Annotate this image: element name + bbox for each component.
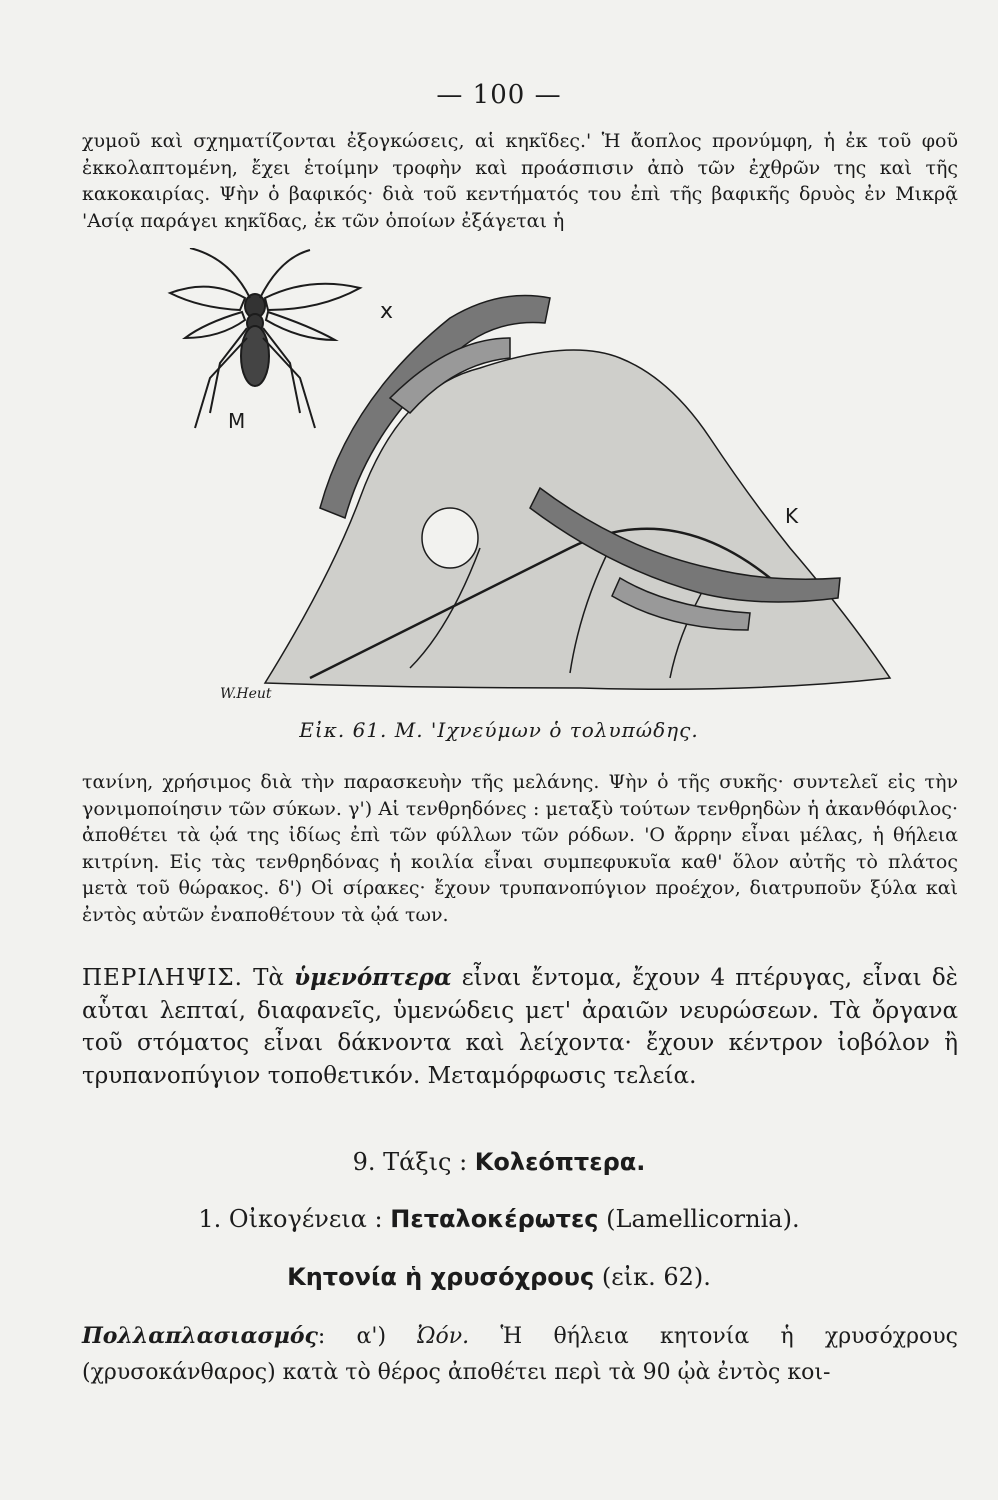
figure-caption: Εἰκ. 61. Μ. 'Ιχνεύμων ὁ τολυπώδης.	[299, 718, 699, 742]
species-name: Κητονία ἡ χρυσόχρους	[287, 1263, 595, 1291]
label-x: x	[380, 299, 394, 324]
reproduction-paragraph	[82, 1318, 958, 1391]
order-heading	[0, 1148, 998, 1176]
reproduction-stage: Ὠόν.	[417, 1324, 470, 1349]
reproduction-label: Πολλαπλασιασμός	[82, 1323, 318, 1349]
reproduction-sep: : α')	[317, 1324, 418, 1349]
ichneumon-wasp-drawing	[170, 248, 360, 428]
family-latin: (Lamellicornia).	[606, 1205, 800, 1233]
summary-label: ΠΕΡΙΛΗΨΙΣ.	[82, 965, 243, 991]
species-ref: (εἰκ. 62).	[601, 1263, 711, 1291]
summary-term: ὑμενόπτερα	[294, 964, 452, 991]
family-prefix: 1. Οἰκογένεια :	[198, 1205, 383, 1233]
species-heading	[0, 1263, 998, 1291]
engraving-illustration	[150, 248, 920, 718]
order-prefix: 9. Τάξις :	[352, 1148, 468, 1176]
label-k: K	[785, 504, 799, 528]
family-name: Πεταλοκέρωτες	[390, 1205, 599, 1233]
paragraph-top: χυμοῦ καὶ σχηματίζονται ἐξογκώσεις, αἱ κηκῖδες.' Ἡ ἄοπλος προνύμφη, ἡ ἐκ τοῦ φοῦ ἐκκολαπτομένη, ἔχει ἑτοίμην τροφὴν καὶ προάσπισιν ἀπὸ τῶν ἐχθρῶν της καὶ τῆς κακοκαιρίας. Ψὴν ὁ βαφικός· διὰ τοῦ κεντήματός του ἐπὶ τῆς βαφικῆς δρυὸς ἐν Μικρᾷ 'Ασίᾳ παράγει κηκῖδας, ἐκ τῶν ὁποίων ἐξάγεται ἡ	[82, 130, 958, 232]
page-number: — 100 —	[436, 80, 562, 110]
summary-text: εἶναι ἔντομα, ἔχουν 4 πτέρυγας, εἶναι δὲ αὗται λεπταί, διαφανεῖς, ὑμενώδεις μετ' ἀραιῶν νευρώσεων. Τὰ ὄργανα τοῦ στόματος εἶναι δάκνοντα καὶ λείχοντα· ἔχουν κέντρον ἰοβόλον ἢ τρυπανοπύγιον τοποθετικόν. Μεταμόρφωσις τελεία.	[82, 965, 959, 1089]
label-m: M	[228, 409, 246, 433]
summary-intro: Τὰ	[253, 965, 284, 991]
engraver-signature: W.Heut	[220, 686, 272, 702]
reproduction-text: Ἡ θήλεια κητονία ἡ χρυσόχρους (χρυσοκάνθαρος) κατὰ τὸ θέρος ἀποθέτει περὶ τὰ 90 ᾠὰ ἐντὸς κοι-	[82, 1324, 958, 1385]
figure-61	[150, 248, 920, 718]
family-heading	[0, 1205, 998, 1233]
order-name: Κολεόπτερα.	[474, 1148, 646, 1176]
summary-paragraph	[82, 962, 958, 1092]
paragraph-middle: τανίνη, χρήσιμος διὰ τὴν παρασκευὴν τῆς μελάνης. Ψὴν ὁ τῆς συκῆς· συντελεῖ εἰς τὴν γονιμοποίησιν τῶν σύκων. γ') Αἱ τενθρηδόνες : μεταξὺ τούτων τενθρηδὼν ἡ ἀκανθόφιλος· ἀποθέτει τὰ ᾠά της ἰδίως ἐπὶ τῶν φύλλων τῶν ρόδων. 'Ο ἄρρην εἶναι μέλας, ἡ θήλεια κιτρίνη. Εἰς τὰς τενθρηδόνας ἡ κοιλία εἶναι συμπεφυκυῖα καθ' ὅλον αὐτῆς τὸ πλάτος μετὰ τοῦ θώρακος. δ') Οἱ σίρακες· ἔχουν τρυπανοπύγιον προέχον, διατρυποῦν ξύλα καὶ ἐντὸς αὐτῶν ἐναποθέτουν τὰ ᾠά των.	[82, 771, 958, 926]
